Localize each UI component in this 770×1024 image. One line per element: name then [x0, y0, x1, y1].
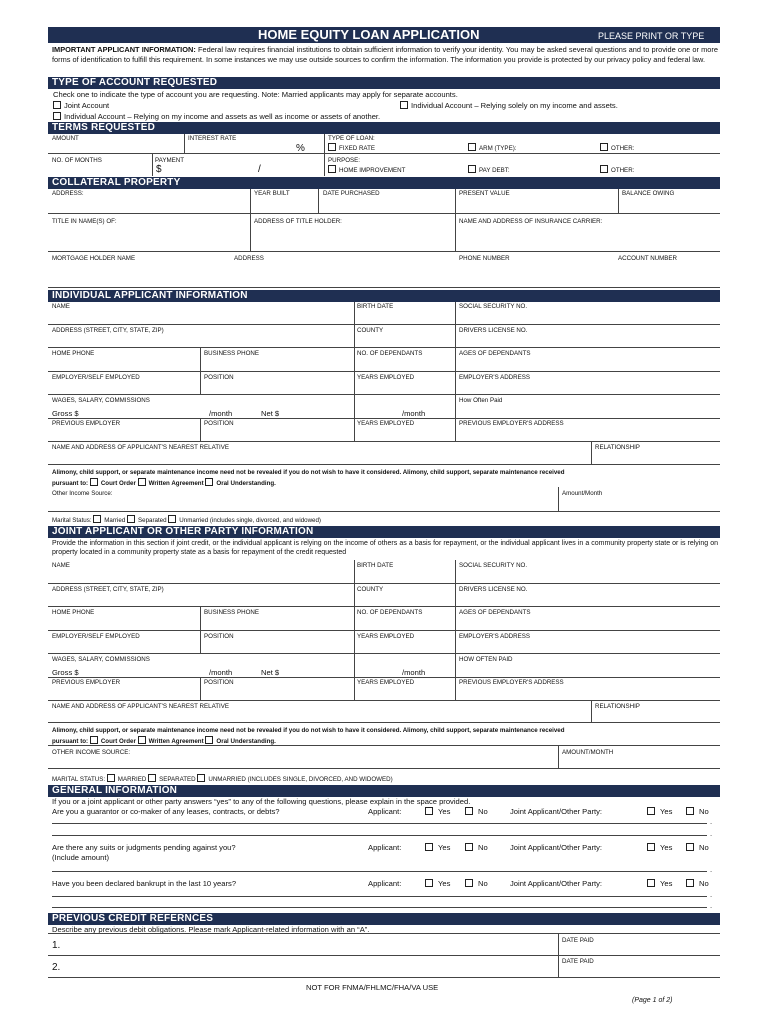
title-holder-address-label: ADDRESS OF TITLE HOLDER: — [254, 218, 342, 225]
q2-joint-label: Joint Applicant/Other Party: — [510, 843, 603, 852]
credit-ref-1-label: 1. — [52, 940, 61, 951]
other-purpose-checkbox[interactable] — [600, 165, 608, 173]
q1-applicant-yes-label: Yes — [438, 807, 451, 816]
q2-joint-yes-label: Yes — [660, 843, 673, 852]
ind-employer-label: EMPLOYER/SELF EMPLOYED — [52, 374, 140, 381]
jnt-how-often-label: HOW OFTEN PAID — [459, 656, 513, 663]
ind-court-order-label: Court Order — [100, 480, 136, 487]
joint-intro: Provide the information in this section if joint credit, or the individual applicant is relying on the income of others as a basis for repayment, or the individual applicant lives in a community property state or is relying on property located in a community property state as a basis for repayment of the credit requested — [52, 540, 718, 556]
individual-other-option[interactable] — [53, 112, 380, 121]
section-terms-header: TERMS REQUESTED — [48, 122, 720, 134]
q2-applicant-no-label: No — [478, 843, 488, 852]
q2-joint-no-checkbox[interactable] — [686, 843, 694, 851]
q2-joint-yes-checkbox[interactable] — [647, 843, 655, 851]
ind-unmarried-label: Unmarried (includes single, divorced, and widowed) — [179, 517, 321, 524]
ind-home-phone-label: HOME PHONE — [52, 350, 95, 357]
jnt-ages-label: AGES OF DEPENDANTS — [459, 609, 531, 616]
individual-other-label: Individual Account – Relying on my income and assets as well as income or assets of another. — [64, 112, 381, 121]
jnt-unmarried-checkbox[interactable] — [197, 774, 205, 782]
payment-label: PAYMENT — [155, 157, 184, 164]
other-loan-checkbox[interactable] — [600, 143, 608, 151]
jnt-married-checkbox[interactable] — [107, 774, 115, 782]
jnt-employer-address-label: EMPLOYER'S ADDRESS — [459, 633, 530, 640]
pay-debt-label: PAY DEBT: — [479, 167, 510, 174]
jnt-prev-address-label: PREVIOUS EMPLOYER'S ADDRESS — [459, 679, 564, 686]
section-individual-header: INDIVIDUAL APPLICANT INFORMATION — [48, 290, 720, 302]
jnt-written-checkbox[interactable] — [138, 736, 146, 744]
individual-sole-checkbox[interactable] — [400, 101, 408, 109]
jnt-years2-label: YEARS EMPLOYED — [357, 679, 415, 686]
ind-pursuant-row — [52, 478, 276, 487]
home-improvement-label: HOME IMPROVEMENT — [339, 167, 406, 174]
type-of-loan-label: TYPE OF LOAN: — [328, 135, 375, 142]
q3-applicant-yes-label: Yes — [438, 879, 451, 888]
ind-employer-address-label: EMPLOYER'S ADDRESS — [459, 374, 530, 381]
q1-applicant-no-label: No — [478, 807, 488, 816]
other-purpose-label: OTHER: — [611, 167, 635, 174]
jnt-gross: Gross $ — [52, 668, 79, 677]
interest-rate-label: INTEREST RATE — [188, 135, 237, 142]
ind-separated-label: Separated — [138, 517, 167, 524]
jnt-oral-checkbox[interactable] — [205, 736, 213, 744]
ind-position2-label: POSITION — [204, 420, 234, 427]
q3-applicant-label: Applicant: — [368, 879, 402, 888]
other-loan-label: OTHER: — [611, 145, 635, 152]
q2-joint-no-label: No — [699, 843, 709, 852]
fixed-rate-label: FIXED RATE — [339, 145, 375, 152]
jnt-separated-checkbox[interactable] — [148, 774, 156, 782]
mortgage-address-label: ADDRESS — [234, 255, 264, 262]
section-account-header: TYPE OF ACCOUNT REQUESTED — [48, 77, 720, 89]
account-instruction: Check one to indicate the type of account you are requesting. Note: Married applicants may apply for separate accounts. — [53, 90, 458, 99]
months-label: NO. OF MONTHS — [52, 157, 102, 164]
ind-wages-label: WAGES, SALARY, COMMISSIONS — [52, 397, 150, 404]
ind-marital-row — [52, 515, 321, 524]
q3-joint-no-label: No — [699, 879, 709, 888]
q1-applicant-no-checkbox[interactable] — [465, 807, 473, 815]
individual-sole-option[interactable] — [400, 101, 618, 110]
ind-position-label: POSITION — [204, 374, 234, 381]
ind-relationship-label: RELATIONSHIP — [595, 444, 640, 451]
payment-dollar: $ — [156, 164, 162, 175]
ind-court-order-checkbox[interactable] — [90, 478, 98, 486]
q2-explain-line-1[interactable] — [52, 871, 707, 872]
jnt-position-label: POSITION — [204, 633, 234, 640]
jnt-pursuant-label: pursuant to: — [52, 738, 89, 745]
ind-business-phone-label: BUSINESS PHONE — [204, 350, 260, 357]
ind-license-label: DRIVERS LICENSE NO. — [459, 327, 528, 334]
jnt-court-order-label: Court Order — [100, 738, 136, 745]
page-title: HOME EQUITY LOAN APPLICATION — [258, 27, 480, 42]
fixed-rate-option[interactable] — [328, 143, 375, 152]
ind-relative-label: NAME AND ADDRESS OF APPLICANT'S NEAREST RELATIVE — [52, 444, 229, 451]
jnt-employer-label: EMPLOYER/SELF EMPLOYED — [52, 633, 140, 640]
ind-month1: /month — [209, 409, 233, 418]
pay-debt-option[interactable] — [468, 165, 510, 174]
ind-ssn-label: SOCIAL SECURITY NO. — [459, 303, 528, 310]
ind-county-label: COUNTY — [357, 327, 384, 334]
payment-slash: / — [258, 164, 261, 175]
jnt-separated-label: SEPARATED — [159, 776, 196, 783]
jnt-net: Net $ — [261, 668, 280, 677]
q3-applicant-no-checkbox[interactable] — [465, 879, 473, 887]
q3-applicant-yes-checkbox[interactable] — [425, 879, 433, 887]
ind-address-label: ADDRESS (STREET, CITY, STATE, ZIP) — [52, 327, 164, 334]
ind-unmarried-checkbox[interactable] — [168, 515, 176, 523]
balance-owing-label: BALANCE OWING — [622, 190, 675, 197]
ind-dependants-label: NO. OF DEPENDANTS — [357, 350, 423, 357]
q1-joint-label: Joint Applicant/Other Party: — [510, 807, 603, 816]
q2-applicant-no-checkbox[interactable] — [465, 843, 473, 851]
fixed-rate-checkbox[interactable] — [328, 143, 336, 151]
ind-prev-employer-label: PREVIOUS EMPLOYER — [52, 420, 121, 427]
q1-joint-yes-label: Yes — [660, 807, 673, 816]
other-loan-option[interactable] — [600, 143, 634, 152]
ind-prev-address-label: PREVIOUS EMPLOYER'S ADDRESS — [459, 420, 564, 427]
ind-month2: /month — [402, 409, 426, 418]
credit-ref-1-date-label: DATE PAID — [562, 937, 594, 944]
q1-explain-line-2[interactable] — [52, 835, 707, 836]
jnt-years-label: YEARS EMPLOYED — [357, 633, 415, 640]
jnt-other-income-label: OTHER INCOME SOURCE: — [52, 749, 131, 756]
q1-text: Are you a guarantor or co-maker of any leases, contracts, or debts? — [52, 807, 280, 816]
q1-applicant-label: Applicant: — [368, 807, 402, 816]
ind-married-checkbox[interactable] — [93, 515, 101, 523]
general-intro: If you or a joint applicant or other party answers “yes” to any of the following questions, please explain in the space provided. — [52, 797, 471, 806]
section-general-header: GENERAL INFORMATION — [48, 785, 720, 797]
ind-written-label: Written Agreement — [148, 480, 204, 487]
jnt-marital-row — [52, 774, 393, 783]
jnt-month2: /month — [402, 668, 426, 677]
important-text: Federal law requires financial institutions to obtain sufficient information to verify your identity. You may be asked several questions and to provide one or more forms of identification to fulfill this requirement. In some instances we may use outside sources to confirm the information. The information you provide is protected by our privacy policy and federal law. — [52, 45, 718, 64]
home-improvement-option[interactable] — [328, 165, 405, 174]
important-info — [52, 45, 718, 64]
title-names-label: TITLE IN NAME(S) OF: — [52, 218, 117, 225]
jnt-marital-label: MARITAL STATUS: — [52, 776, 106, 783]
jnt-prev-employer-label: PREVIOUS EMPLOYER — [52, 679, 121, 686]
jnt-name-label: NAME — [52, 562, 70, 569]
ind-gross: Gross $ — [52, 409, 79, 418]
arm-option[interactable] — [468, 143, 516, 152]
percent-sign: % — [296, 143, 305, 154]
joint-account-option[interactable] — [53, 101, 109, 110]
jnt-home-phone-label: HOME PHONE — [52, 609, 95, 616]
ind-amount-month-label: Amount/Month — [562, 490, 603, 497]
ind-how-often-label: How Often Paid — [459, 397, 503, 404]
arm-checkbox[interactable] — [468, 143, 476, 151]
q3-joint-label: Joint Applicant/Other Party: — [510, 879, 603, 888]
q1-dot-1: . — [710, 817, 713, 826]
credit-ref-2-label: 2. — [52, 962, 61, 973]
credit-intro: Describe any previous debit obligations. Please mark Applicant-related information with an “A”. — [52, 925, 370, 934]
q1-joint-no-checkbox[interactable] — [686, 807, 694, 815]
ind-marital-label: Marital Status: — [52, 517, 92, 524]
ind-net: Net $ — [261, 409, 280, 418]
q3-dot-2: . — [710, 901, 713, 910]
year-built-label: YEAR BUILT — [254, 190, 290, 197]
section-collateral-header: COLLATERAL PROPERTY — [48, 177, 720, 189]
print-note: PLEASE PRINT OR TYPE — [598, 31, 705, 41]
q3-explain-line-2[interactable] — [52, 907, 707, 908]
q1-applicant-yes-checkbox[interactable] — [425, 807, 433, 815]
section-credit-header: PREVIOUS CREDIT REFERNCES — [48, 913, 720, 925]
jnt-dependants-label: NO. OF DEPENDANTS — [357, 609, 423, 616]
ind-years-label: YEARS EMPLOYED — [357, 374, 415, 381]
q1-joint-yes-checkbox[interactable] — [647, 807, 655, 815]
jnt-position2-label: POSITION — [204, 679, 234, 686]
individual-sole-label: Individual Account – Relying solely on my income and assets. — [411, 101, 618, 110]
ind-oral-checkbox[interactable] — [205, 478, 213, 486]
amount-label: AMOUNT — [52, 135, 79, 142]
jnt-written-label: Written Agreement — [148, 738, 204, 745]
pay-debt-checkbox[interactable] — [468, 165, 476, 173]
ind-birth-date-label: BIRTH DATE — [357, 303, 394, 310]
ind-written-checkbox[interactable] — [138, 478, 146, 486]
insurance-carrier-label: NAME AND ADDRESS OF INSURANCE CARRIER: — [459, 218, 603, 225]
ind-oral-label: Oral Understanding. — [216, 480, 276, 487]
other-purpose-option[interactable] — [600, 165, 634, 174]
ind-married-label: Married — [104, 517, 126, 524]
jnt-pursuant-row — [52, 736, 276, 745]
q2-text: Are there any suits or judgments pending against you? — [52, 843, 236, 852]
q2-applicant-label: Applicant: — [368, 843, 402, 852]
q2-dot-1: . — [710, 865, 713, 874]
jnt-address-label: ADDRESS (STREET, CITY, STATE, ZIP) — [52, 586, 164, 593]
account-number-label: ACCOUNT NUMBER — [618, 255, 678, 262]
date-purchased-label: DATE PURCHASED — [323, 190, 380, 197]
jnt-unmarried-label: UNMARRIED (INCLUDES SINGLE, DIVORCED, AND WIDOWED) — [208, 776, 393, 783]
q3-applicant-no-label: No — [478, 879, 488, 888]
ind-ages-label: AGES OF DEPENDANTS — [459, 350, 531, 357]
ind-years2-label: YEARS EMPLOYED — [357, 420, 415, 427]
q3-text: Have you been declared bankrupt in the last 10 years? — [52, 879, 237, 888]
jnt-court-order-checkbox[interactable] — [90, 736, 98, 744]
purpose-label: PURPOSE: — [328, 157, 360, 164]
jnt-oral-label: Oral Understanding. — [216, 738, 276, 745]
jnt-county-label: COUNTY — [357, 586, 384, 593]
joint-account-label: Joint Account — [64, 101, 110, 110]
ind-pursuant-label: pursuant to: — [52, 480, 89, 487]
jnt-business-phone-label: BUSINESS PHONE — [204, 609, 260, 616]
joint-account-checkbox[interactable] — [53, 101, 61, 109]
q3-joint-no-checkbox[interactable] — [686, 879, 694, 887]
jnt-relative-label: NAME AND ADDRESS OF APPLICANT'S NEAREST RELATIVE — [52, 703, 229, 710]
ind-other-income-label: Other Income Source: — [52, 490, 113, 497]
section-joint-header: JOINT APPLICANT OR OTHER PARTY INFORMATION — [48, 526, 720, 538]
important-lead: IMPORTANT APPLICANT INFORMATION: — [52, 45, 196, 54]
present-value-label: PRESENT VALUE — [459, 190, 510, 197]
ind-name-label: NAME — [52, 303, 70, 310]
q1-joint-no-label: No — [699, 807, 709, 816]
q3-joint-yes-label: Yes — [660, 879, 673, 888]
page-number: (Page 1 of 2) — [632, 997, 673, 1004]
jnt-birth-date-label: BIRTH DATE — [357, 562, 394, 569]
collateral-address-label: ADDRESS: — [52, 190, 84, 197]
jnt-amount-month-label: AMOUNT/MONTH — [562, 749, 614, 756]
mortgage-phone-label: PHONE NUMBER — [459, 255, 510, 262]
q1-explain-line-1[interactable] — [52, 823, 707, 824]
ind-alimony-note: Alimony, child support, or separate maintenance income need not be revealed if you do not wish to have it considered. Alimony, child support, separate maintenance received — [52, 469, 565, 476]
jnt-alimony-note: Alimony, child support, or separate maintenance income need not be revealed if you do not wish to have it considered. Alimony, child support, separate maintenance received — [52, 727, 565, 734]
jnt-wages-label: WAGES, SALARY, COMMISSIONS — [52, 656, 150, 663]
q3-explain-line-1[interactable] — [52, 896, 707, 897]
ind-separated-checkbox[interactable] — [127, 515, 135, 523]
q2-applicant-yes-label: Yes — [438, 843, 451, 852]
q2-applicant-yes-checkbox[interactable] — [425, 843, 433, 851]
q3-dot-1: . — [710, 890, 713, 899]
q1-dot-2: . — [710, 829, 713, 838]
arm-label: ARM (TYPE): — [479, 145, 517, 152]
q3-joint-yes-checkbox[interactable] — [647, 879, 655, 887]
footer-note: NOT FOR FNMA/FHLMC/FHA/VA USE — [306, 983, 439, 992]
jnt-ssn-label: SOCIAL SECURITY NO. — [459, 562, 528, 569]
jnt-license-label: DRIVERS LICENSE NO. — [459, 586, 528, 593]
credit-ref-2-date-label: DATE PAID — [562, 958, 594, 965]
home-improvement-checkbox[interactable] — [328, 165, 336, 173]
q2b-text: (Include amount) — [52, 853, 109, 862]
jnt-month1: /month — [209, 668, 233, 677]
jnt-married-label: MARRIED — [117, 776, 147, 783]
jnt-relationship-label: RELATIONSHIP — [595, 703, 640, 710]
mortgage-holder-label: MORTGAGE HOLDER NAME — [52, 255, 136, 262]
individual-other-checkbox[interactable] — [53, 112, 61, 120]
